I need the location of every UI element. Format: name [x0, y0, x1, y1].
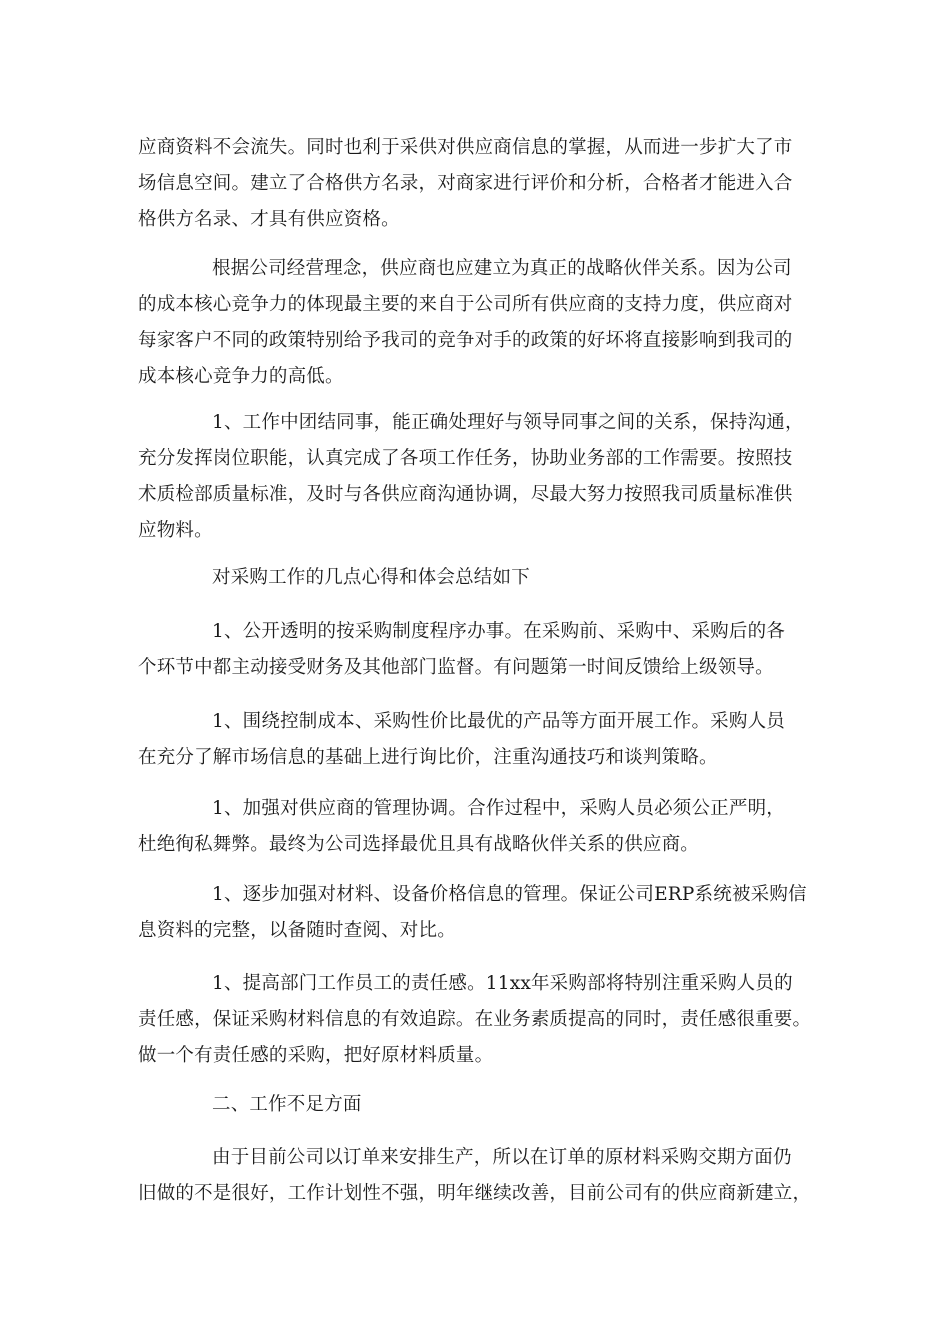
text-line: 1、逐步加强对材料、设备价格信息的管理。保证公司ERP系统被采购信 — [212, 884, 807, 905]
paragraph-transparency — [138, 614, 822, 686]
text-line: 个环节中都主动接受财务及其他部门监督。有问题第一时间反馈给上级领导。 — [138, 657, 774, 678]
text-line: 责任感，保证采购材料信息的有效追踪。在业务素质提高的同时，责任感很重要。 — [138, 1009, 812, 1030]
section-heading-shortcomings — [138, 1087, 822, 1123]
text-line: 成本核心竞争力的高低。 — [138, 366, 344, 387]
text-line: 根据公司经营理念，供应商也应建立为真正的战略伙伴关系。因为公司 — [212, 258, 792, 279]
text-line: 做一个有责任感的采购，把好原材料质量。 — [138, 1045, 494, 1066]
text-line: 应商资料不会流失。同时也利于采供对供应商信息的掌握，从而进一步扩大了市 — [138, 137, 793, 158]
text-line: 应物料。 — [138, 520, 213, 541]
paragraph-cost-control — [138, 704, 822, 776]
text-line: 每家客户不同的政策特别给予我司的竞争对手的政策的好坏将直接影响到我司的 — [138, 330, 793, 351]
text-line: 二、工作不足方面 — [212, 1094, 362, 1115]
text-line: 在充分了解市场信息的基础上进行询比价，注重沟通技巧和谈判策略。 — [138, 747, 718, 768]
paragraph-responsibility — [138, 966, 822, 1074]
text-line: 旧做的不是很好，工作计划性不强，明年继续改善，目前公司有的供应商新建立， — [138, 1183, 812, 1204]
paragraph-supplier-records — [138, 130, 822, 238]
paragraph-supplier-management — [138, 791, 822, 863]
text-line: 杜绝徇私舞弊。最终为公司选择最优且具有战略伙伴关系的供应商。 — [138, 834, 700, 855]
text-line: 的成本核心竞争力的体现最主要的来自于公司所有供应商的支持力度，供应商对 — [138, 294, 793, 315]
text-line: 1、提高部门工作员工的责任感。11xx年采购部将特别注重采购人员的 — [212, 973, 793, 994]
text-line: 1、加强对供应商的管理协调。合作过程中，采购人员必须公正严明， — [212, 798, 785, 819]
text-line: 对采购工作的几点心得和体会总结如下 — [212, 567, 530, 588]
text-line: 格供方名录、才具有供应资格。 — [138, 209, 400, 230]
text-line: 1、公开透明的按采购制度程序办事。在采购前、采购中、采购后的各 — [212, 621, 785, 642]
text-line: 息资料的完整，以备随时查阅、对比。 — [138, 920, 456, 941]
text-line: 由于目前公司以订单来安排生产，所以在订单的原材料采购交期方面仍 — [212, 1147, 792, 1168]
text-line: 充分发挥岗位职能，认真完成了各项工作任务，协助业务部的工作需要。按照技 — [138, 448, 793, 469]
paragraph-teamwork — [138, 405, 822, 549]
text-line: 术质检部质量标准，及时与各供应商沟通协调，尽最大努力按照我司质量标准供 — [138, 484, 793, 505]
paragraph-strategic-partnership — [138, 251, 822, 395]
paragraph-summary-heading — [138, 560, 822, 596]
paragraph-order-delivery — [138, 1140, 822, 1212]
text-line: 1、围绕控制成本、采购性价比最优的产品等方面开展工作。采购人员 — [212, 711, 785, 732]
text-line: 1、工作中团结同事，能正确处理好与领导同事之间的关系，保持沟通， — [212, 412, 804, 433]
text-line: 场信息空间。建立了合格供方名录，对商家进行评价和分析，合格者才能进入合 — [138, 173, 793, 194]
paragraph-price-information — [138, 877, 822, 949]
